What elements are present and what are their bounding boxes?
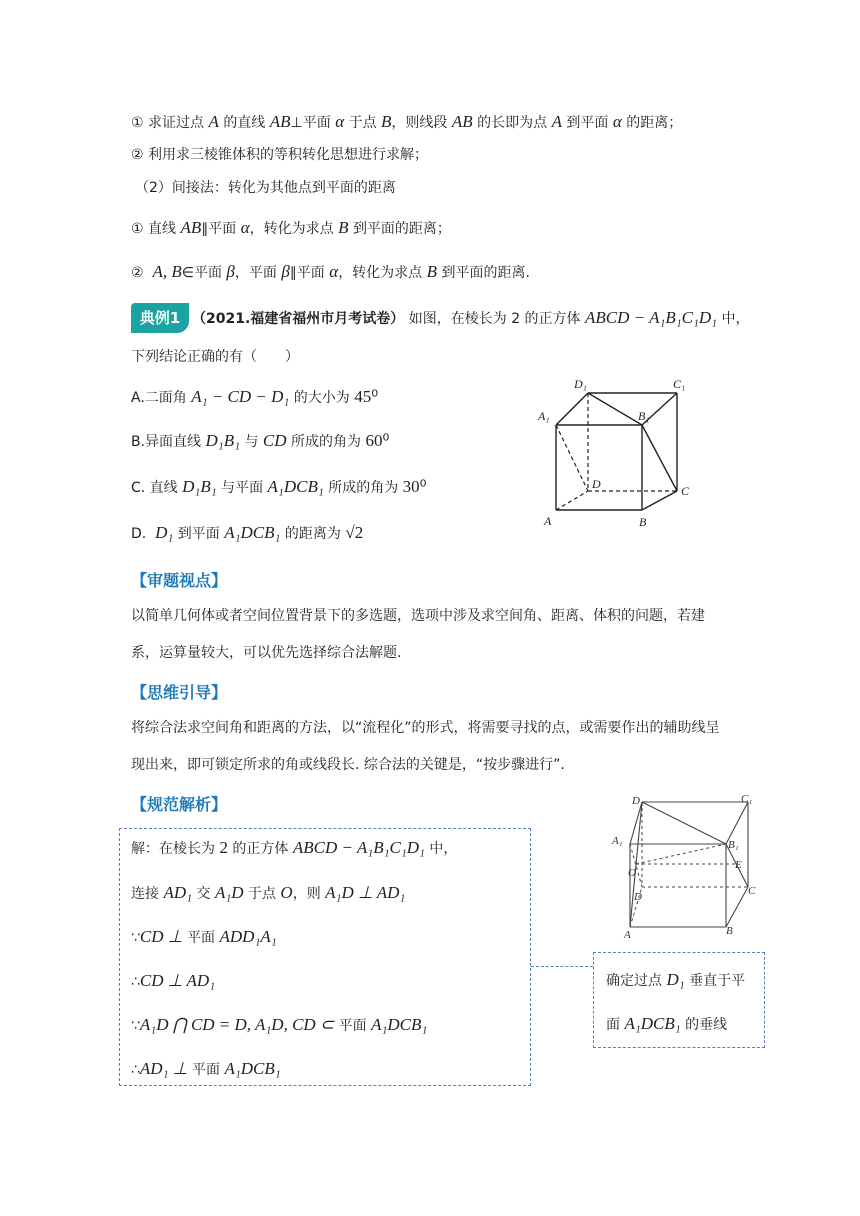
- review-title: 【审题视点】: [131, 571, 228, 590]
- example-source: （2021.福建省福州市月考试卷）: [192, 311, 405, 327]
- label-c: C: [681, 484, 690, 498]
- solution-line-1: [131, 838, 457, 858]
- math: 2: [219, 838, 228, 857]
- text: 平面: [192, 1062, 221, 1078]
- math: α: [612, 112, 622, 131]
- text: 于点: [247, 886, 276, 902]
- method-item-2: ② 利用求三棱锥体积的等积转化思想进行求解；: [131, 147, 428, 163]
- option-b: [131, 431, 389, 452]
- label-b1: B₁: [728, 839, 739, 851]
- solution-line-4: [131, 971, 215, 991]
- label-b: B: [726, 925, 733, 937]
- math: A₁DCB₁: [224, 523, 281, 542]
- text: ① 直线: [131, 221, 177, 237]
- math: A: [551, 112, 562, 131]
- text: 与平面: [221, 480, 264, 496]
- edge-b-c: [642, 491, 677, 510]
- label-c1: C₁: [741, 793, 753, 805]
- math: β: [281, 262, 290, 281]
- text: ，转化为求点: [249, 221, 334, 237]
- connector-line: [531, 966, 593, 967]
- text: ∥平面: [289, 265, 325, 281]
- label-a: A: [544, 514, 552, 528]
- indirect-item-1: [131, 218, 451, 239]
- label-a1: A₁: [538, 409, 550, 423]
- text: B.异面直线: [131, 434, 202, 450]
- math: AB: [180, 218, 202, 237]
- math: AD₁: [163, 883, 193, 902]
- text: 交: [196, 886, 211, 902]
- text: 解：在棱长为: [131, 841, 215, 857]
- math: A: [208, 112, 219, 131]
- edge-a1-d: [556, 425, 588, 491]
- text: A.二面角: [131, 390, 187, 406]
- cube-name: ABCD − A₁B₁C₁D₁: [585, 308, 718, 327]
- edge-b-c: [726, 887, 748, 927]
- text: 垂直于平: [689, 973, 746, 989]
- text: ① 求证过点: [131, 115, 205, 131]
- label-b: B: [639, 515, 647, 529]
- guide-body: 将综合法求空间角和距离的方法，以“流程化”的形式，将需要寻找的点，或需要作出的辅助线呈现出来，即可锁定所求的角或线段长. 综合法的关键是，“按步骤进行”.: [131, 720, 720, 773]
- example-stem: [192, 308, 750, 329]
- text: ②: [131, 265, 144, 281]
- math: A₁DCB₁: [267, 477, 324, 496]
- math: AB: [451, 112, 473, 131]
- text: 平面: [338, 1018, 367, 1034]
- label-d: D: [592, 477, 601, 491]
- text: 连接: [131, 886, 159, 902]
- math: A₁D ⋂ CD = D, A₁D, CD ⊂: [139, 1015, 335, 1034]
- text: ∵: [131, 930, 140, 946]
- solution-line-3: [131, 927, 277, 947]
- math: CD: [262, 431, 287, 450]
- math: β: [226, 262, 235, 281]
- indirect-item-2: [131, 262, 530, 283]
- text: 所成的角为: [328, 480, 399, 496]
- method-item-1: [131, 112, 682, 133]
- math: B: [338, 218, 349, 237]
- example-stem-line2: 下列结论正确的有（ ）: [131, 349, 299, 365]
- text: 平面: [187, 930, 216, 946]
- text: 面: [606, 1017, 620, 1033]
- example-badge: 典例1: [131, 303, 189, 333]
- text: 于点: [348, 115, 377, 131]
- edge-b1-c1: [726, 802, 748, 844]
- label-c: C: [748, 885, 756, 897]
- cube-figure: [530, 350, 710, 535]
- math: A₁ − CD − D₁: [191, 387, 290, 406]
- text: 如图，在棱长为 2 的正方体: [408, 311, 581, 327]
- text: 中，: [429, 841, 458, 857]
- review-body: 以简单几何体或者空间位置背景下的多选题，选项中涉及求空间角、距离、体积的问题，若建系，运算量较大，可以优先选择综合法解题.: [131, 608, 705, 661]
- text: 的长即为点: [477, 115, 548, 131]
- text: 到平面的距离；: [352, 221, 451, 237]
- math: α: [335, 112, 345, 131]
- text: 的距离；: [626, 115, 683, 131]
- solution-line-5: [131, 1015, 427, 1035]
- math: B: [426, 262, 438, 281]
- math: α: [240, 218, 250, 237]
- math: ABCD − A₁B₁C₁D₁: [292, 838, 425, 857]
- text: ∥平面: [201, 221, 237, 237]
- solution-line-6: [131, 1059, 281, 1079]
- math: α: [329, 262, 339, 281]
- math: ADD₁A₁: [219, 927, 277, 946]
- cube-figure-2: [608, 792, 768, 942]
- text: ∴: [131, 974, 140, 990]
- text: 到平面: [566, 115, 609, 131]
- math: A₁D ⊥ AD₁: [325, 883, 406, 902]
- edge-d1-b1: [642, 802, 726, 844]
- edge-a-d: [556, 491, 588, 510]
- label-d: D: [634, 891, 642, 903]
- text: ∈平面: [181, 265, 222, 281]
- math: D₁B₁: [182, 477, 217, 496]
- text: C. 直线: [131, 480, 178, 496]
- label-o: O: [628, 867, 636, 879]
- text: ∵: [131, 1018, 140, 1034]
- guide-title: 【思维引导】: [131, 683, 228, 702]
- text: 到平面: [177, 526, 220, 542]
- analysis-title: 【规范解析】: [131, 795, 228, 814]
- text: 所成的角为: [290, 434, 361, 450]
- math: AD₁ ⊥: [139, 1059, 188, 1078]
- text: 的距离为: [284, 526, 341, 542]
- label-e: E: [735, 859, 742, 871]
- text: 确定过点: [606, 973, 662, 989]
- math: D₁: [155, 523, 174, 542]
- note-line-1: [606, 970, 745, 990]
- math: CD ⊥: [139, 927, 183, 946]
- text: ，转化为求点: [338, 265, 423, 281]
- solution-line-2: [131, 883, 405, 903]
- option-d: [131, 523, 363, 544]
- label-a: A: [624, 929, 631, 941]
- math: CD ⊥ AD₁: [139, 971, 216, 990]
- label-b1: B₁: [638, 409, 650, 423]
- text: ，则: [292, 886, 321, 902]
- text: ⊥平面: [290, 115, 331, 131]
- text: D.: [131, 526, 147, 542]
- math: A₁DCB₁: [371, 1015, 428, 1034]
- label-a1: A₁: [612, 835, 623, 847]
- math: 45⁰: [354, 387, 379, 406]
- label-d1: D₁: [574, 377, 587, 391]
- text: ∴: [131, 1062, 140, 1078]
- math: D₁: [666, 970, 685, 989]
- label-c1: C₁: [673, 377, 686, 391]
- text: 的直线: [223, 115, 266, 131]
- math: A, B: [152, 262, 182, 281]
- solution-box: [119, 828, 531, 1086]
- math: O: [280, 883, 293, 902]
- option-c: [131, 477, 426, 498]
- math: AB: [269, 112, 291, 131]
- edge-a1-d1: [556, 393, 588, 425]
- label-d1: D₁: [632, 795, 644, 807]
- math: A₁DCB₁: [624, 1014, 681, 1033]
- text: 中，: [721, 311, 750, 327]
- edge-d1-b1: [588, 393, 642, 425]
- indirect-heading: （2）间接法：转化为其他点到平面的距离: [135, 180, 396, 196]
- math: 30⁰: [402, 477, 427, 496]
- text: ，平面: [234, 265, 277, 281]
- math: A₁DCB₁: [224, 1059, 281, 1078]
- math: √2: [345, 523, 364, 542]
- edge-b1-c: [642, 425, 677, 491]
- text: 的正方体: [232, 841, 289, 857]
- math: 60⁰: [365, 431, 390, 450]
- note-line-2: [606, 1014, 727, 1034]
- text: 与: [244, 434, 259, 450]
- text: 到平面的距离.: [441, 265, 530, 281]
- text: ，则线段: [391, 115, 448, 131]
- option-a: [131, 387, 378, 408]
- text: 的垂线: [685, 1017, 728, 1033]
- edge-o-b1: [636, 844, 726, 864]
- math: B: [381, 112, 392, 131]
- math: A₁D: [214, 883, 244, 902]
- math: D₁B₁: [205, 431, 240, 450]
- text: 的大小为: [293, 390, 350, 406]
